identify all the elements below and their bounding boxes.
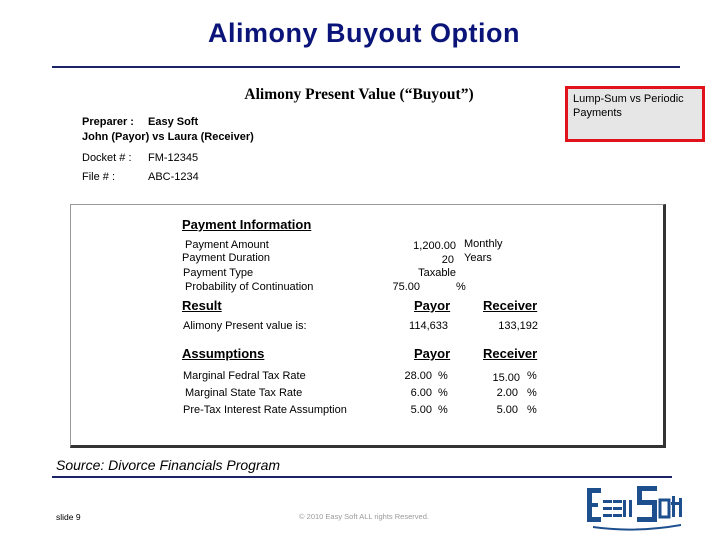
payment-type-label: Payment Type [183, 267, 254, 279]
assumption-label: Marginal Fedral Tax Rate [183, 370, 306, 382]
payment-duration-label: Payment Duration [182, 252, 271, 264]
calculation-panel [70, 204, 666, 448]
docket-value: FM-12345 [148, 152, 199, 164]
assumptions-payor-header: Payor [414, 346, 451, 361]
result-receiver-header: Receiver [483, 298, 538, 313]
assumption-receiver-value: 2.00 [496, 387, 518, 399]
callout-box: Lump-Sum vs Periodic Payments [565, 86, 705, 142]
document-title: Alimony Present Value (“Buyout”) [244, 86, 474, 103]
assumption-receiver-value: 15.00 [492, 372, 520, 384]
result-payor-header: Payor [414, 298, 451, 313]
payment-amount-label: Payment Amount [185, 239, 269, 251]
payment-type-value: Taxable [418, 267, 456, 279]
payment-amount-value: 1,200.00 [413, 240, 456, 252]
assumption-label: Pre-Tax Interest Rate Assumption [183, 404, 347, 416]
result-heading: Result [182, 298, 222, 313]
assumption-receiver-unit: % [527, 370, 537, 382]
probability-value: 75.00 [392, 281, 420, 293]
probability-label: Probability of Continuation [185, 281, 314, 293]
assumptions-heading: Assumptions [182, 346, 265, 361]
easysoft-logo [585, 474, 685, 532]
present-value-payor: 114,633 [409, 320, 448, 332]
preparer-value: Easy Soft [148, 116, 199, 128]
payment-duration-value: 20 [441, 254, 454, 266]
payment-duration-unit: Years [464, 252, 492, 264]
assumption-payor-unit: % [438, 370, 448, 382]
assumption-label: Marginal State Tax Rate [185, 387, 303, 399]
assumption-payor-unit: % [438, 387, 448, 399]
file-label: File # : [82, 171, 116, 183]
source-note: Source: Divorce Financials Program [56, 457, 281, 473]
assumption-payor-unit: % [438, 404, 448, 416]
assumption-receiver-value: 5.00 [496, 404, 518, 416]
present-value-receiver: 133,192 [498, 320, 538, 332]
slide-number: slide 9 [56, 512, 81, 522]
assumption-payor-value: 5.00 [410, 404, 432, 416]
file-value: ABC-1234 [148, 171, 199, 183]
slide-title: Alimony Buyout Option [208, 18, 520, 48]
assumption-receiver-unit: % [527, 404, 537, 416]
title-divider [52, 66, 680, 68]
docket-label: Docket # : [82, 152, 132, 164]
probability-unit: % [456, 281, 466, 293]
case-title: John (Payor) vs Laura (Receiver) [82, 131, 254, 143]
assumption-payor-value: 28.00 [404, 370, 432, 382]
assumptions-receiver-header: Receiver [483, 346, 538, 361]
assumption-receiver-unit: % [527, 387, 537, 399]
footer-divider [52, 476, 672, 478]
payment-amount-unit: Monthly [464, 238, 503, 250]
payment-heading: Payment Information [182, 217, 312, 232]
assumption-payor-value: 6.00 [410, 387, 432, 399]
copyright-text: © 2010 Easy Soft ALL rights Reserved. [299, 512, 429, 521]
present-value-label: Alimony Present value is: [183, 320, 307, 332]
preparer-label: Preparer : [82, 116, 134, 128]
